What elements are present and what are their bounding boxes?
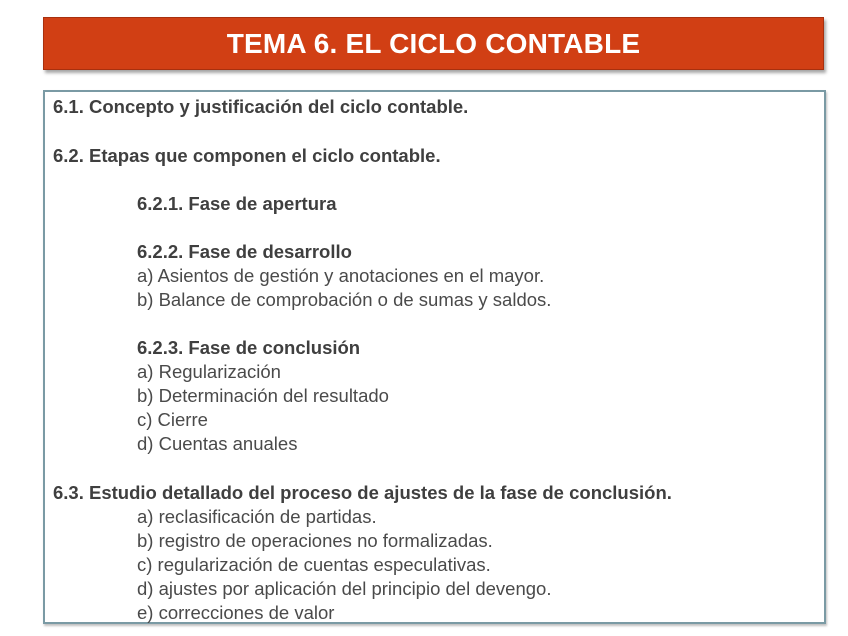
section-6-2-3-heading: 6.2.3. Fase de conclusión (137, 337, 361, 358)
list-item: b) Balance de comprobación o de sumas y saldos. (137, 289, 552, 310)
list-item: c) Cierre (137, 409, 208, 430)
section-6-2-heading: 6.2. Etapas que componen el ciclo contable. (53, 145, 441, 166)
section-6-1-heading: 6.1. Concepto y justificación del ciclo contable. (53, 96, 469, 117)
title-banner (43, 17, 824, 70)
section-6-3-heading: 6.3. Estudio detallado del proceso de ajustes de la fase de conclusión. (53, 482, 672, 503)
list-item: b) registro de operaciones no formalizadas. (137, 530, 493, 551)
list-item: a) Asientos de gestión y anotaciones en el mayor. (137, 265, 545, 286)
list-item: b) Determinación del resultado (137, 385, 389, 406)
list-item: e) correcciones de valor (137, 602, 335, 623)
list-item: d) Cuentas anuales (137, 433, 298, 454)
page-title: TEMA 6. EL CICLO CONTABLE (226, 27, 641, 59)
list-item: a) Regularización (137, 361, 281, 382)
list-item: d) ajustes por aplicación del principio del devengo. (137, 578, 552, 599)
list-item: a) reclasificación de partidas. (137, 506, 377, 527)
content-box (43, 90, 826, 624)
list-item: c) regularización de cuentas especulativas. (137, 554, 491, 575)
section-6-2-1-heading: 6.2.1. Fase de apertura (137, 193, 337, 214)
section-6-2-2-heading: 6.2.2. Fase de desarrollo (137, 241, 352, 262)
